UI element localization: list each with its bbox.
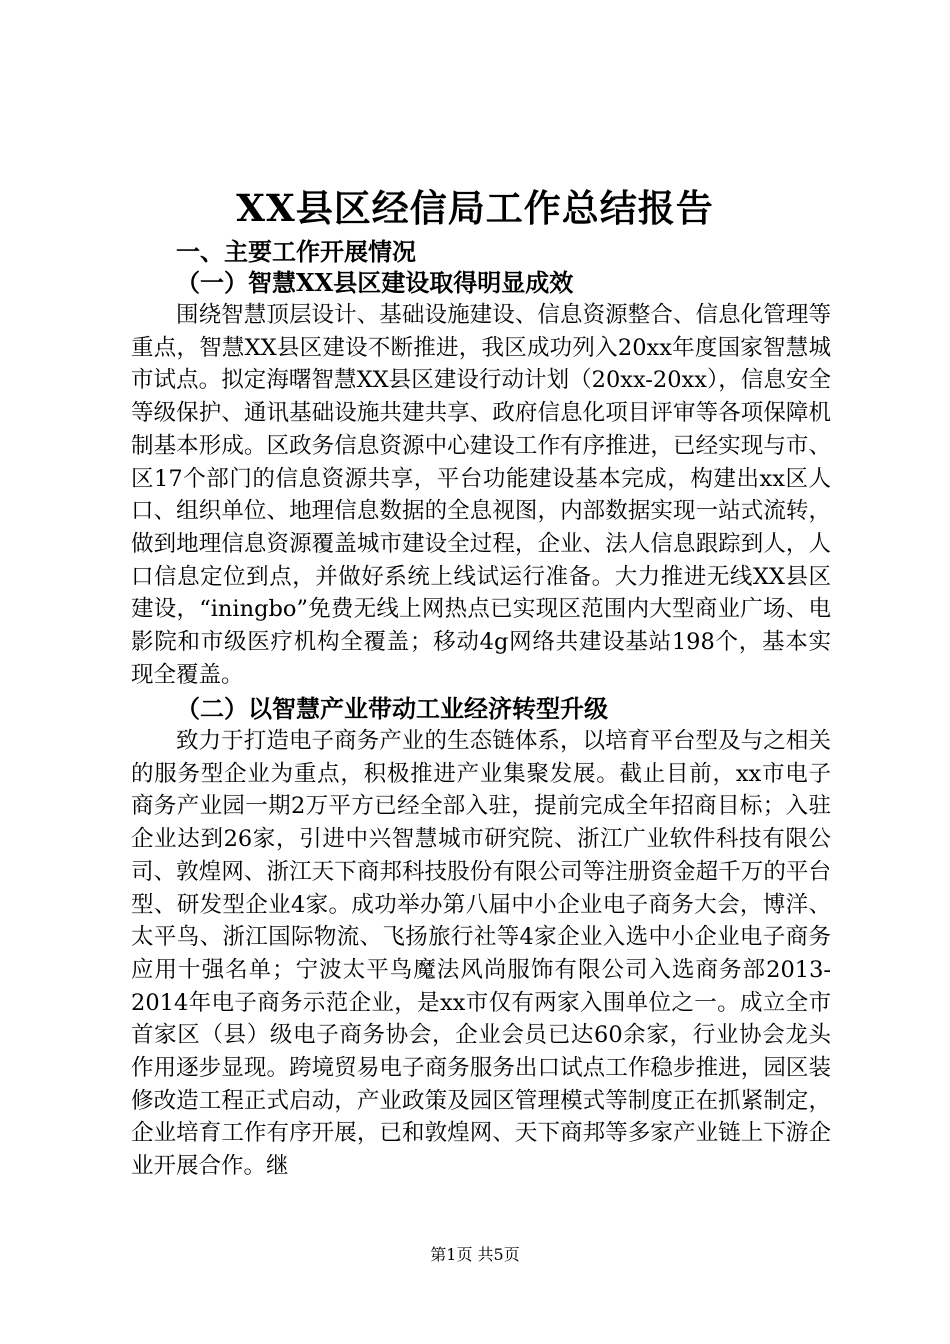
paragraph-smart-industry: 致力于打造电子商务产业的生态链体系，以培育平台型及与之相关的服务型企业为重点，积极推进产业集聚发展。截止目前，xx市电子商务产业园一期2万平方已经全部入驻，提前完成全年招商目标；入驻企业达到26家，引进中兴智慧城市研究院、浙江广业软件科技有限公司、敦煌网、浙江天下商邦科技股份有限公司等注册资金超千万的平台型、研发型企业4家。成功举办第八届中小企业电子商务大会，博洋、太平鸟、浙江国际物流、飞扬旅行社等4家企业入选中小企业电子商务应用十强名单；宁波太平鸟魔法风尚服饰有限公司入选商务部2013-2014年电子商务示范企业，是xx市仅有两家入围单位之一。成立全市首家区（县）级电子商务协会，企业会员已达60余家，行业协会龙头作用逐步显现。跨境贸易电子商务服务出口试点工作稳步推进，园区装修改造工程正式启动，产业政策及园区管理模式等制度正在抓紧制定，企业培育工作有序开展，已和敦煌网、天下商邦等多家产业链上下游企业开展合作。继 — [131, 728, 831, 1180]
subsection-heading-smart-county: （一）智慧XX县区建设取得明显成效 — [176, 268, 574, 297]
section-heading-main-work: 一、主要工作开展情况 — [176, 237, 416, 266]
page-number-footer: 第1页 共5页 — [430, 1245, 520, 1264]
document-title: XX县区经信局工作总结报告 — [236, 186, 714, 230]
subsection-heading-smart-industry: （二）以智慧产业带动工业经济转型升级 — [176, 694, 608, 723]
paragraph-smart-county: 围绕智慧顶层设计、基础设施建设、信息资源整合、信息化管理等重点，智慧XX县区建设不断推进，我区成功列入20xx年度国家智慧城市试点。拟定海曙智慧XX县区建设行动计划（20xx-20xx），信息安全等级保护、通讯基础设施共建共享、政府信息化项目评审等各项保障机制基本形成。区政务信息资源中心建设工作有序推进，已经实现与市、区17个部门的信息资源共享，平台功能建设基本完成，构建出xx区人口、组织单位、地理信息数据的全息视图，内部数据实现一站式流转，做到地理信息资源覆盖城市建设全过程，企业、法人信息跟踪到人，人口信息定位到点，并做好系统上线试运行准备。大力推进无线XX县区建设，“iningbo”免费无线上网热点已实现区范围内大型商业广场、电影院和市级医疗机构全覆盖；移动4g网络共建设基站198个，基本实现全覆盖。 — [131, 302, 831, 688]
